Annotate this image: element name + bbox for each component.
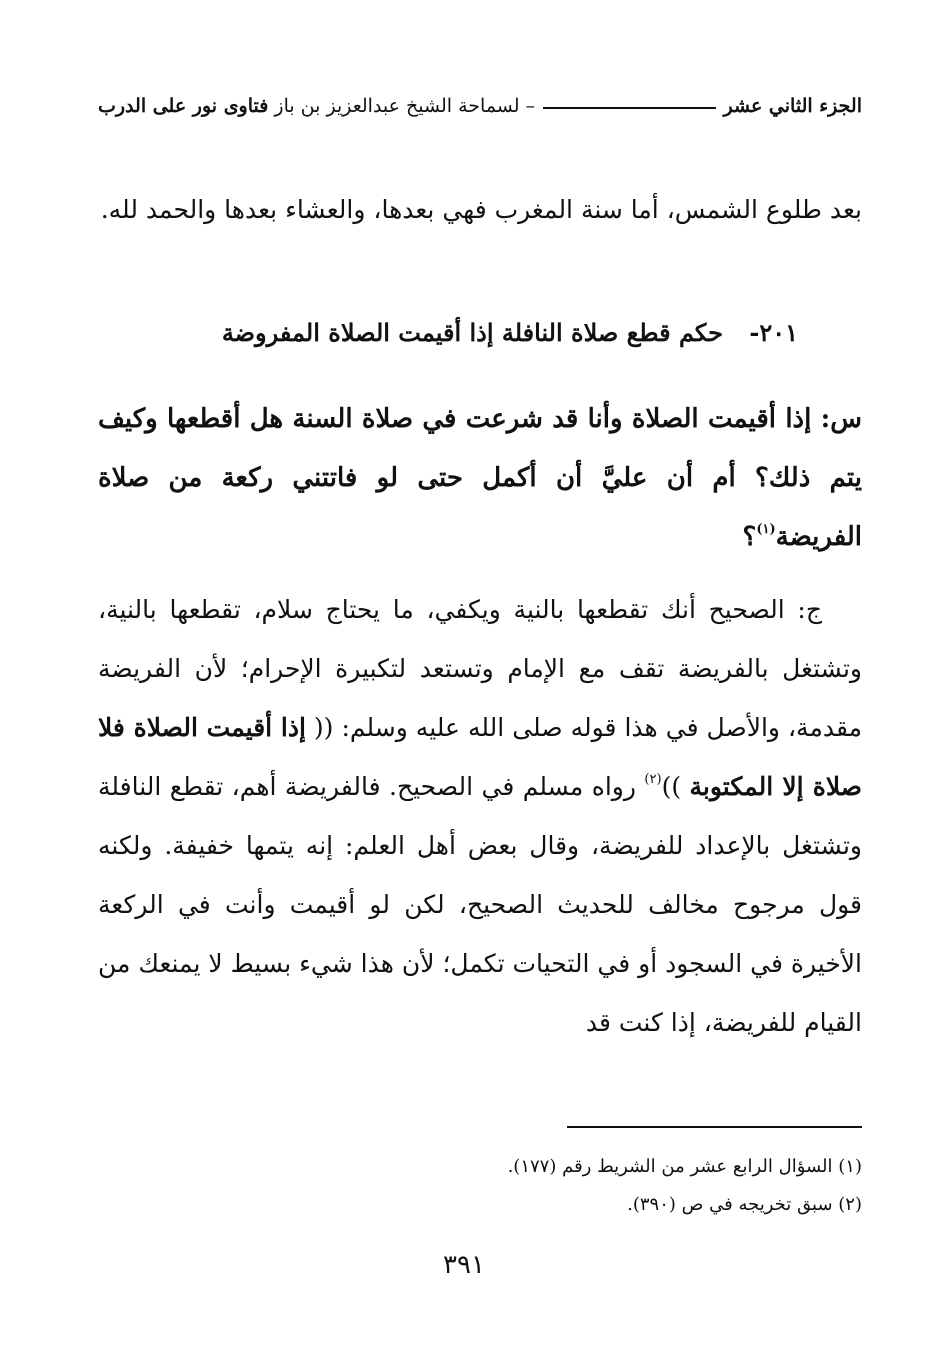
page-number: ٣٩١: [443, 1250, 485, 1280]
volume-label: الجزء الثاني عشر: [723, 95, 862, 117]
question-prefix: س:: [820, 404, 862, 434]
footnotes: [98, 1148, 862, 1224]
section-title: حكم قطع صلاة النافلة إذا أقيمت الصلاة المفروضة: [221, 318, 723, 347]
continuation-paragraph: [98, 180, 862, 239]
answer-text-3: رواه مسلم في الصحيح. فالفريضة أهم، تقطع النافلة وتشتغل بالإعداد للفريضة، وقال بعض أهل العلم: إنه يتمها خفيفة. ولكنه قول مرجوح مخالف للحديث الصحيح، لكن لو أقيمت وأنت في الركعة الأخيرة في السجود أو في التحيات تكمل؛ لأن هذا شيء بسيط لا يمنعك من القيام للفريضة، إذا كنت قد: [98, 772, 862, 1037]
question-block: [98, 390, 862, 567]
footnote-2: (٢) سبق تخريجه في ص (٣٩٠).: [627, 1194, 862, 1215]
footnote-1: (١) السؤال الرابع عشر من الشريط رقم (١٧٧).: [507, 1156, 862, 1177]
footnote-ref-1[interactable]: (١): [756, 522, 776, 537]
question-end: ؟: [742, 522, 757, 552]
answer-text-1: ج: الصحيح أنك تقطعها بالنية ويكفي، ما يحتاج سلام، تقطعها بالنية، وتشتغل بالفريضة تقف مع الإمام وتستعد لتكبيرة الإحرام؛ لأن الفريضة مقدمة، والأصل في هذا قوله صلى الله عليه وسلم: ((: [98, 595, 863, 742]
continuation-text: بعد طلوع الشمس، أما سنة المغرب فهي بعدها، والعشاء بعدها والحمد لله.: [100, 195, 862, 224]
answer-text-2: )): [661, 772, 682, 801]
footnote-ref-2[interactable]: (٢): [644, 772, 662, 787]
book-title: فتاوى نور على الدرب: [98, 95, 269, 117]
header-rule: [543, 107, 715, 109]
running-header: [98, 88, 862, 124]
author-name: – لسماحة الشيخ عبدالعزيز بن باز: [274, 95, 536, 117]
answer-block: [98, 580, 862, 1052]
hadith-quote: إذا أقيمت الصلاة فلا صلاة إلا المكتوبة: [98, 713, 863, 801]
section-heading: [222, 318, 798, 347]
footnote-separator: [567, 1126, 862, 1128]
section-number: ٢٠١-: [749, 318, 798, 347]
question-text: إذا أقيمت الصلاة وأنا قد شرعت في صلاة السنة هل أقطعها وكيف يتم ذلك؟ أم أن عليَّ أن أكمل حتى لو فاتتني ركعة من صلاة الفريضة: [98, 404, 862, 552]
